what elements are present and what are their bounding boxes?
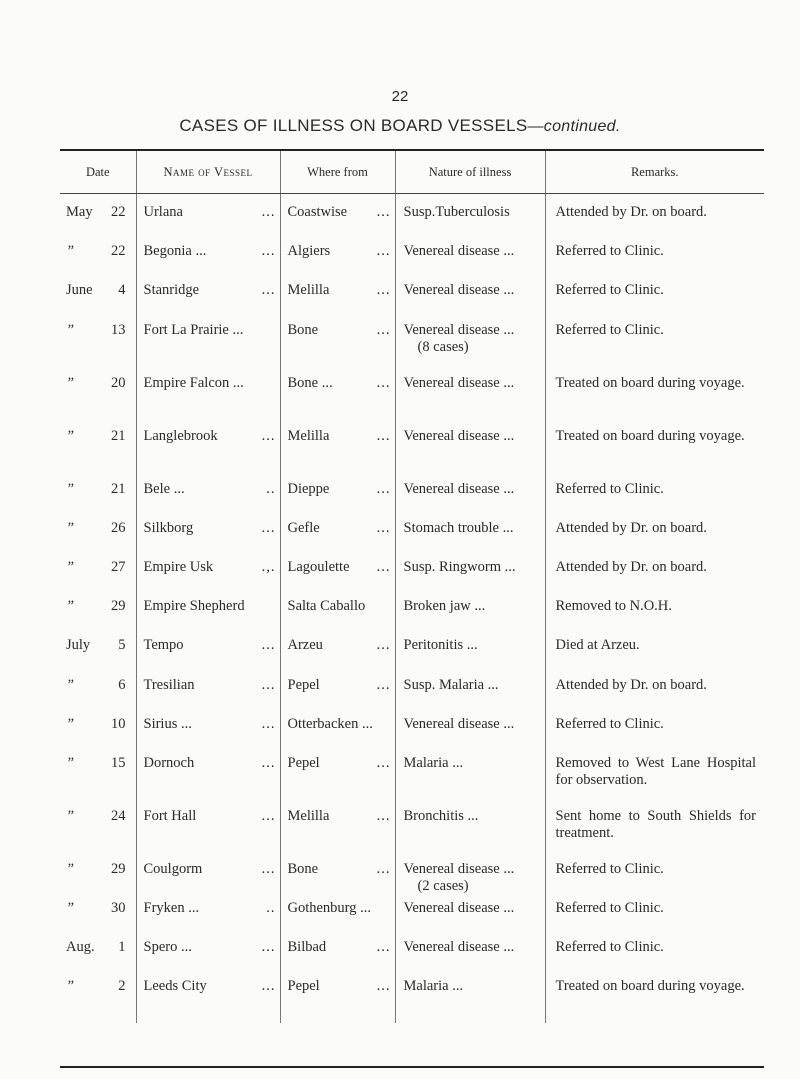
nature-cell (395, 598, 545, 637)
nature-of-illness: Peritonitis ... (403, 637, 478, 653)
vessel-name: Spero ... (143, 939, 192, 955)
leader-dots: ... (376, 243, 391, 259)
vessel-cell (136, 598, 280, 637)
where-from: Pepel (287, 677, 320, 693)
where-from: Pepel (287, 755, 320, 771)
vessel-cell (136, 978, 280, 1023)
where-from: Pepel (287, 978, 320, 994)
remarks: Referred to Clinic. (555, 481, 664, 497)
remarks: Referred to Clinic. (555, 322, 664, 338)
nature-of-illness: Broken jaw ... (403, 598, 486, 614)
month: ” (66, 428, 75, 444)
vessel-cell (136, 677, 280, 716)
vessel-name: Tempo (143, 637, 184, 653)
table-header-row (60, 151, 764, 194)
where-from: Bone (287, 322, 319, 338)
nature-of-illness: Venereal disease ... (403, 900, 515, 916)
table-row (60, 755, 764, 808)
date-cell (60, 204, 136, 243)
leader-dots: .,. (261, 559, 276, 575)
month: ” (66, 520, 75, 536)
col-header-where-from: Where from (280, 151, 395, 194)
remarks-cell (545, 375, 764, 428)
vessel-cell (136, 559, 280, 598)
where-from-cell (280, 900, 395, 939)
month: ” (66, 716, 75, 732)
day: 22 (111, 204, 126, 220)
nature-of-illness: Susp.Tuberculosis (403, 204, 510, 220)
where-from: Coastwise (287, 204, 348, 220)
remarks-cell (545, 243, 764, 282)
remarks-cell (545, 900, 764, 939)
day: 4 (118, 282, 126, 298)
leader-dots: ... (376, 978, 391, 994)
month: ” (66, 243, 75, 259)
table-row (60, 282, 764, 322)
leader-dots: .. (266, 900, 276, 916)
vessel-name: Stanridge (143, 282, 200, 298)
day: 13 (111, 322, 126, 338)
day: 15 (111, 755, 126, 771)
where-from-cell (280, 598, 395, 637)
nature-of-illness: Venereal disease ... (403, 243, 515, 259)
date-cell (60, 808, 136, 861)
day: 1 (118, 939, 126, 955)
month: ” (66, 375, 75, 391)
remarks-cell (545, 637, 764, 677)
nature-cell (395, 243, 545, 282)
remarks: Referred to Clinic. (555, 716, 664, 732)
table-row (60, 716, 764, 755)
where-from-cell (280, 375, 395, 428)
day: 24 (111, 808, 126, 824)
where-from: Bilbad (287, 939, 327, 955)
remarks: Sent home to South Shields for treatment. (555, 808, 756, 841)
month: ” (66, 322, 75, 338)
month: ” (66, 808, 75, 824)
vessel-name: Silkborg (143, 520, 194, 536)
date-cell (60, 282, 136, 322)
month: ” (66, 481, 75, 497)
leader-dots: ... (261, 282, 276, 298)
col-header-vessel: Name of Vessel (136, 151, 280, 194)
vessel-name: Begonia ... (143, 243, 207, 259)
page-number: 22 (391, 88, 409, 105)
where-from-cell (280, 520, 395, 559)
table-row (60, 481, 764, 520)
date-cell (60, 375, 136, 428)
vessel-name: Tresilian (143, 677, 195, 693)
remarks-cell (545, 716, 764, 755)
spacer-row (60, 194, 764, 205)
date-cell (60, 900, 136, 939)
day: 5 (118, 637, 126, 653)
nature-of-illness: Venereal disease ... (403, 939, 515, 955)
illness-table (60, 151, 764, 1023)
where-from-cell (280, 481, 395, 520)
nature-of-illness: Stomach trouble ... (403, 520, 514, 536)
where-from: Dieppe (287, 481, 330, 497)
where-from-cell (280, 322, 395, 375)
where-from-cell (280, 677, 395, 716)
where-from: Gothenburg ... (287, 900, 372, 916)
date-cell (60, 978, 136, 1023)
leader-dots: ... (376, 559, 391, 575)
leader-dots: ... (376, 428, 391, 444)
date-cell (60, 559, 136, 598)
remarks-cell (545, 559, 764, 598)
day: 10 (111, 716, 126, 732)
where-from-cell (280, 716, 395, 755)
leader-dots: ... (376, 520, 391, 536)
leader-dots: ... (261, 755, 276, 771)
day: 29 (111, 598, 126, 614)
month: ” (66, 755, 75, 771)
vessel-name: Fort Hall (143, 808, 197, 824)
nature-of-illness: Venereal disease ... (403, 282, 515, 298)
remarks-cell (545, 204, 764, 243)
table-body (60, 194, 764, 1024)
where-from-cell (280, 978, 395, 1023)
illness-table-wrapper (60, 149, 764, 1068)
table-row (60, 598, 764, 637)
remarks: Died at Arzeu. (555, 637, 640, 653)
table-row (60, 939, 764, 978)
remarks: Attended by Dr. on board. (555, 204, 707, 220)
date-cell (60, 861, 136, 900)
nature-of-illness: Venereal disease ... (403, 716, 515, 732)
vessel-cell (136, 322, 280, 375)
where-from-cell (280, 637, 395, 677)
remarks: Referred to Clinic. (555, 900, 664, 916)
remarks-cell (545, 755, 764, 808)
title-suffix: —continued. (527, 118, 621, 135)
leader-dots: ... (261, 677, 276, 693)
nature-cell (395, 716, 545, 755)
day: 30 (111, 900, 126, 916)
vessel-cell (136, 481, 280, 520)
nature-of-illness: Malaria ... (403, 755, 464, 771)
where-from: Otterbacken ... (287, 716, 373, 732)
leader-dots: ... (261, 716, 276, 732)
table-row (60, 375, 764, 428)
nature-of-illness: Venereal disease ... (403, 375, 515, 391)
where-from-cell (280, 861, 395, 900)
remarks-cell (545, 520, 764, 559)
remarks-cell (545, 598, 764, 637)
where-from-cell (280, 428, 395, 481)
vessel-cell (136, 861, 280, 900)
table-row (60, 900, 764, 939)
remarks: Treated on board during voyage. (555, 375, 745, 391)
table-row (60, 861, 764, 900)
nature-cell (395, 978, 545, 1023)
vessel-name: Leeds City (143, 978, 207, 994)
where-from: Melilla (287, 808, 330, 824)
leader-dots: ... (261, 243, 276, 259)
date-cell (60, 322, 136, 375)
nature-of-illness: Susp. Ringworm ... (403, 559, 516, 575)
leader-dots: ... (376, 637, 391, 653)
date-cell (60, 755, 136, 808)
remarks-cell (545, 808, 764, 861)
title-main: CASES OF ILLNESS ON BOARD VESSELS (179, 116, 528, 135)
date-cell (60, 598, 136, 637)
remarks: Treated on board during voyage. (555, 428, 745, 444)
table-row (60, 559, 764, 598)
leader-dots: ... (376, 375, 391, 391)
date-cell (60, 520, 136, 559)
vessel-name: Langlebrook (143, 428, 218, 444)
leader-dots: ... (376, 939, 391, 955)
month: June (66, 282, 93, 298)
leader-dots: ... (376, 481, 391, 497)
remarks-cell (545, 428, 764, 481)
date-cell (60, 716, 136, 755)
vessel-cell (136, 375, 280, 428)
vessel-cell (136, 755, 280, 808)
vessel-cell (136, 204, 280, 243)
date-cell (60, 939, 136, 978)
leader-dots: ... (261, 428, 276, 444)
nature-of-illness: Malaria ... (403, 978, 464, 994)
vessel-name: Bele ... (143, 481, 185, 497)
nature-cell (395, 900, 545, 939)
nature-cell (395, 428, 545, 481)
leader-dots: .. (266, 481, 276, 497)
where-from-cell (280, 204, 395, 243)
leader-dots: ... (261, 637, 276, 653)
leader-dots: ... (376, 755, 391, 771)
nature-cell (395, 204, 545, 243)
nature-cell (395, 939, 545, 978)
nature-cell (395, 559, 545, 598)
where-from: Lagoulette (287, 559, 350, 575)
nature-of-illness: Venereal disease ... (403, 481, 515, 497)
where-from-cell (280, 559, 395, 598)
case-count: (8 cases) (417, 339, 469, 355)
remarks: Removed to West Lane Hospital for observation. (555, 755, 756, 788)
leader-dots: ... (261, 520, 276, 536)
date-cell (60, 481, 136, 520)
month: Aug. (66, 939, 95, 955)
nature-of-illness: Venereal disease ... (403, 322, 515, 338)
date-cell (60, 243, 136, 282)
nature-cell (395, 677, 545, 716)
month: ” (66, 978, 75, 994)
table-row (60, 322, 764, 375)
month: ” (66, 559, 75, 575)
day: 22 (111, 243, 126, 259)
vessel-name: Coulgorm (143, 861, 203, 877)
day: 29 (111, 861, 126, 877)
leader-dots: ... (261, 204, 276, 220)
where-from: Arzeu (287, 637, 323, 653)
table-row (60, 978, 764, 1023)
page-title (0, 116, 800, 136)
leader-dots: ... (376, 204, 391, 220)
vessel-name: Urlana (143, 204, 183, 220)
vessel-name: Empire Shepherd (143, 598, 245, 614)
remarks: Attended by Dr. on board. (555, 559, 707, 575)
vessel-name: Fryken ... (143, 900, 200, 916)
table-row (60, 428, 764, 481)
month: ” (66, 677, 75, 693)
table-row (60, 520, 764, 559)
leader-dots: ... (376, 322, 391, 338)
remarks-cell (545, 481, 764, 520)
leader-dots: ... (376, 808, 391, 824)
case-count: (2 cases) (417, 878, 469, 894)
nature-cell (395, 282, 545, 322)
where-from: Melilla (287, 428, 330, 444)
vessel-cell (136, 637, 280, 677)
vessel-cell (136, 716, 280, 755)
nature-cell (395, 755, 545, 808)
nature-cell (395, 322, 545, 375)
nature-of-illness: Bronchitis ... (403, 808, 479, 824)
remarks-cell (545, 978, 764, 1023)
vessel-cell (136, 282, 280, 322)
vessel-name: Fort La Prairie ... (143, 322, 244, 338)
remarks-cell (545, 282, 764, 322)
nature-of-illness: Venereal disease ... (403, 861, 515, 877)
remarks-cell (545, 322, 764, 375)
vessel-cell (136, 243, 280, 282)
col-header-remarks: Remarks. (545, 151, 764, 194)
col-header-date: Date (60, 151, 136, 194)
remarks: Referred to Clinic. (555, 282, 664, 298)
remarks: Treated on board during voyage. (555, 978, 745, 994)
leader-dots: ... (261, 808, 276, 824)
leader-dots: ... (376, 677, 391, 693)
nature-cell (395, 375, 545, 428)
leader-dots: ... (376, 861, 391, 877)
leader-dots: ... (261, 978, 276, 994)
date-cell (60, 677, 136, 716)
day: 21 (111, 428, 126, 444)
leader-dots: ... (261, 861, 276, 877)
remarks-cell (545, 677, 764, 716)
where-from-cell (280, 755, 395, 808)
table-row (60, 808, 764, 861)
where-from-cell (280, 243, 395, 282)
where-from: Melilla (287, 282, 330, 298)
remarks: Referred to Clinic. (555, 861, 664, 877)
month: ” (66, 861, 75, 877)
day: 27 (111, 559, 126, 575)
where-from-cell (280, 808, 395, 861)
date-cell (60, 637, 136, 677)
where-from-cell (280, 282, 395, 322)
day: 2 (118, 978, 126, 994)
date-cell (60, 428, 136, 481)
where-from: Bone (287, 861, 319, 877)
vessel-cell (136, 808, 280, 861)
month: ” (66, 900, 75, 916)
vessel-name: Empire Usk (143, 559, 214, 575)
remarks: Attended by Dr. on board. (555, 520, 707, 536)
remarks: Referred to Clinic. (555, 243, 664, 259)
table-row (60, 243, 764, 282)
vessel-name: Dornoch (143, 755, 195, 771)
month: ” (66, 598, 75, 614)
table-row (60, 677, 764, 716)
where-from: Gefle (287, 520, 320, 536)
day: 21 (111, 481, 126, 497)
month: July (66, 637, 91, 653)
vessel-name: Empire Falcon ... (143, 375, 244, 391)
nature-cell (395, 481, 545, 520)
vessel-cell (136, 939, 280, 978)
vessel-cell (136, 520, 280, 559)
remarks-cell (545, 861, 764, 900)
leader-dots: ... (261, 939, 276, 955)
leader-dots: ... (376, 282, 391, 298)
table-row (60, 204, 764, 243)
remarks: Attended by Dr. on board. (555, 677, 707, 693)
nature-of-illness: Susp. Malaria ... (403, 677, 499, 693)
vessel-name: Sirius ... (143, 716, 192, 732)
nature-cell (395, 861, 545, 900)
remarks: Referred to Clinic. (555, 939, 664, 955)
nature-cell (395, 637, 545, 677)
vessel-cell (136, 428, 280, 481)
month: May (66, 204, 93, 220)
where-from: Salta Caballo (287, 598, 366, 614)
nature-cell (395, 520, 545, 559)
day: 6 (118, 677, 126, 693)
vessel-cell (136, 900, 280, 939)
table-row (60, 637, 764, 677)
day: 20 (111, 375, 126, 391)
where-from: Bone ... (287, 375, 333, 391)
col-header-nature: Nature of illness (395, 151, 545, 194)
nature-of-illness: Venereal disease ... (403, 428, 515, 444)
where-from: Algiers (287, 243, 331, 259)
remarks-cell (545, 939, 764, 978)
nature-cell (395, 808, 545, 861)
day: 26 (111, 520, 126, 536)
where-from-cell (280, 939, 395, 978)
remarks: Removed to N.O.H. (555, 598, 672, 614)
